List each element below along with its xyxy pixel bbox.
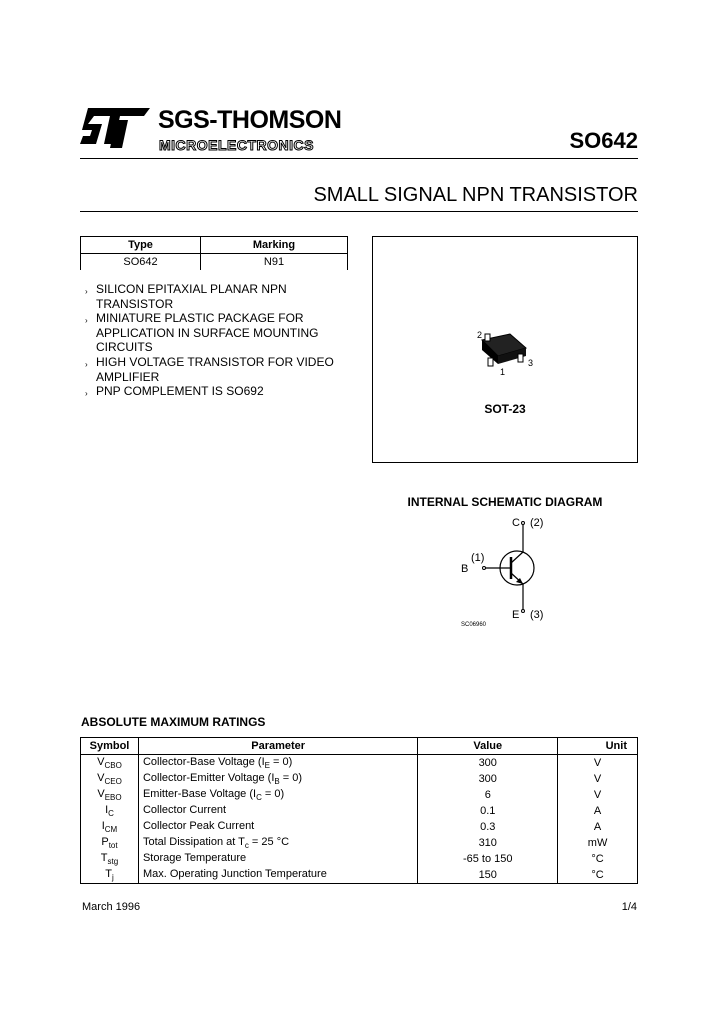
company-name: SGS-THOMSON [158,106,342,134]
feature-item: › PNP COMPLEMENT IS SO692 [84,384,364,399]
table-row [81,819,638,835]
value-cell: 0.1 [418,803,558,819]
parameter-text: Collector-Emitter Voltage (I [142,771,275,784]
base-label: B [461,563,469,575]
ratings-title: ABSOLUTE MAXIMUM RATINGS [81,715,266,729]
symbol-cell [81,819,139,835]
unit-cell: A [558,803,638,819]
parameter-cell [138,867,417,884]
schematic-title: INTERNAL SCHEMATIC DIAGRAM [407,495,603,509]
feature-item: › SILICON EPITAXIAL PLANAR NPN TRANSISTOR [84,282,364,311]
parameter-cell [138,755,417,772]
symbol-letter: T [100,851,108,864]
table-row [81,851,638,867]
marking-value: N91 [200,254,347,271]
symbol-subscript: stg [107,857,119,867]
parameter-condition: = 0) [269,755,293,768]
value-cell: 0.3 [418,819,558,835]
type-marking-table [80,236,348,270]
unit-header: Unit [558,738,638,755]
value-cell: 300 [418,755,558,772]
symbol-cell [81,755,139,772]
parameter-subscript: C [256,793,262,803]
unit-cell: V [558,787,638,803]
parameter-text: Collector Current [142,803,227,816]
unit-cell: V [558,771,638,787]
base-pin-label: (1) [471,552,485,564]
parameter-text: Collector Peak Current [142,819,255,832]
unit-cell: A [558,819,638,835]
table-row [81,755,638,772]
parameter-cell [138,787,417,803]
package-pin-label: 1 [500,367,506,376]
symbol-cell [81,803,139,819]
value-cell: 150 [418,867,558,884]
emitter-label: E [512,609,520,621]
parameter-cell [138,819,417,835]
symbol-letter: V [97,787,105,800]
value-cell: 6 [418,787,558,803]
ratings-body [81,755,638,884]
unit-cell: °C [558,867,638,884]
collector-pin-label: (2) [530,517,544,529]
symbol-letter: I [105,803,109,816]
parameter-text: Collector-Base Voltage (I [142,755,265,768]
parameter-text: Total Dissipation at T [142,835,245,848]
type-header: Type [81,237,201,254]
sot23-package-icon [470,328,540,376]
footer-date: March 1996 [82,901,141,913]
feature-item: › HIGH VOLTAGE TRANSISTOR FOR VIDEO AMPLIFIER [84,355,364,384]
parameter-cell [138,835,417,851]
symbol-subscript: CM [104,825,118,835]
parameter-text: Storage Temperature [142,851,247,864]
symbol-letter: T [105,867,112,880]
parameter-cell [138,771,417,787]
table-row [81,787,638,803]
parameter-subscript: E [264,761,270,771]
feature-item: › MINIATURE PLASTIC PACKAGE FOR APPLICATION IN SURFACE MOUNTING CIRCUITS [84,311,364,355]
symbol-cell [81,851,139,867]
company-division: MICROELECTRONICS [159,137,314,153]
symbol-subscript: CEO [104,777,122,787]
value-header: Value [418,738,558,755]
collector-label: C [512,517,520,529]
feature-list [84,282,364,399]
value-cell: 310 [418,835,558,851]
parameter-subscript: B [274,777,280,787]
symbol-header: Symbol [81,738,139,755]
ratings-table [80,737,638,884]
package-pin-label: 3 [528,358,534,368]
package-pin-label: 2 [477,330,483,340]
parameter-condition: = 0) [261,787,285,800]
parameter-cell [138,803,417,819]
symbol-subscript: EBO [104,793,122,803]
symbol-cell [81,787,139,803]
emitter-pin-label: (3) [530,609,544,621]
type-value: SO642 [81,254,201,271]
st-logo-icon [80,108,152,152]
parameter-cell [138,851,417,867]
value-cell: 300 [418,771,558,787]
symbol-cell [81,771,139,787]
unit-cell: °C [558,851,638,867]
package-label: SOT-23 [484,402,526,416]
parameter-condition: = 0) [279,771,303,784]
symbol-letter: I [101,819,105,832]
parameter-text: Emitter-Base Voltage (I [142,787,257,800]
document-subtitle: SMALL SIGNAL NPN TRANSISTOR [313,184,638,206]
unit-cell: V [558,755,638,772]
symbol-letter: V [97,755,105,768]
subtitle-rule [80,211,638,212]
table-row [81,771,638,787]
parameter-text: Max. Operating Junction Temperature [142,867,327,880]
unit-cell: mW [558,835,638,851]
value-cell: -65 to 150 [418,851,558,867]
parameter-subscript: c [244,841,249,851]
table-row [81,803,638,819]
header-rule [80,158,638,159]
footer-page-number: 1/4 [621,901,637,913]
symbol-cell [81,835,139,851]
schematic-code: SC06960 [461,622,487,628]
symbol-cell [81,867,139,884]
npn-transistor-schematic-icon [455,512,565,630]
symbol-subscript: tot [108,841,118,851]
symbol-letter: P [101,835,109,848]
symbol-subscript: CBO [104,761,122,771]
parameter-header: Parameter [138,738,417,755]
symbol-letter: V [97,771,105,784]
parameter-condition: = 25 °C [248,835,290,848]
part-number: SO642 [569,128,638,153]
table-row [81,835,638,851]
symbol-subscript: C [108,809,114,819]
symbol-subscript: j [111,873,114,883]
table-row [81,867,638,884]
marking-header: Marking [200,237,347,254]
